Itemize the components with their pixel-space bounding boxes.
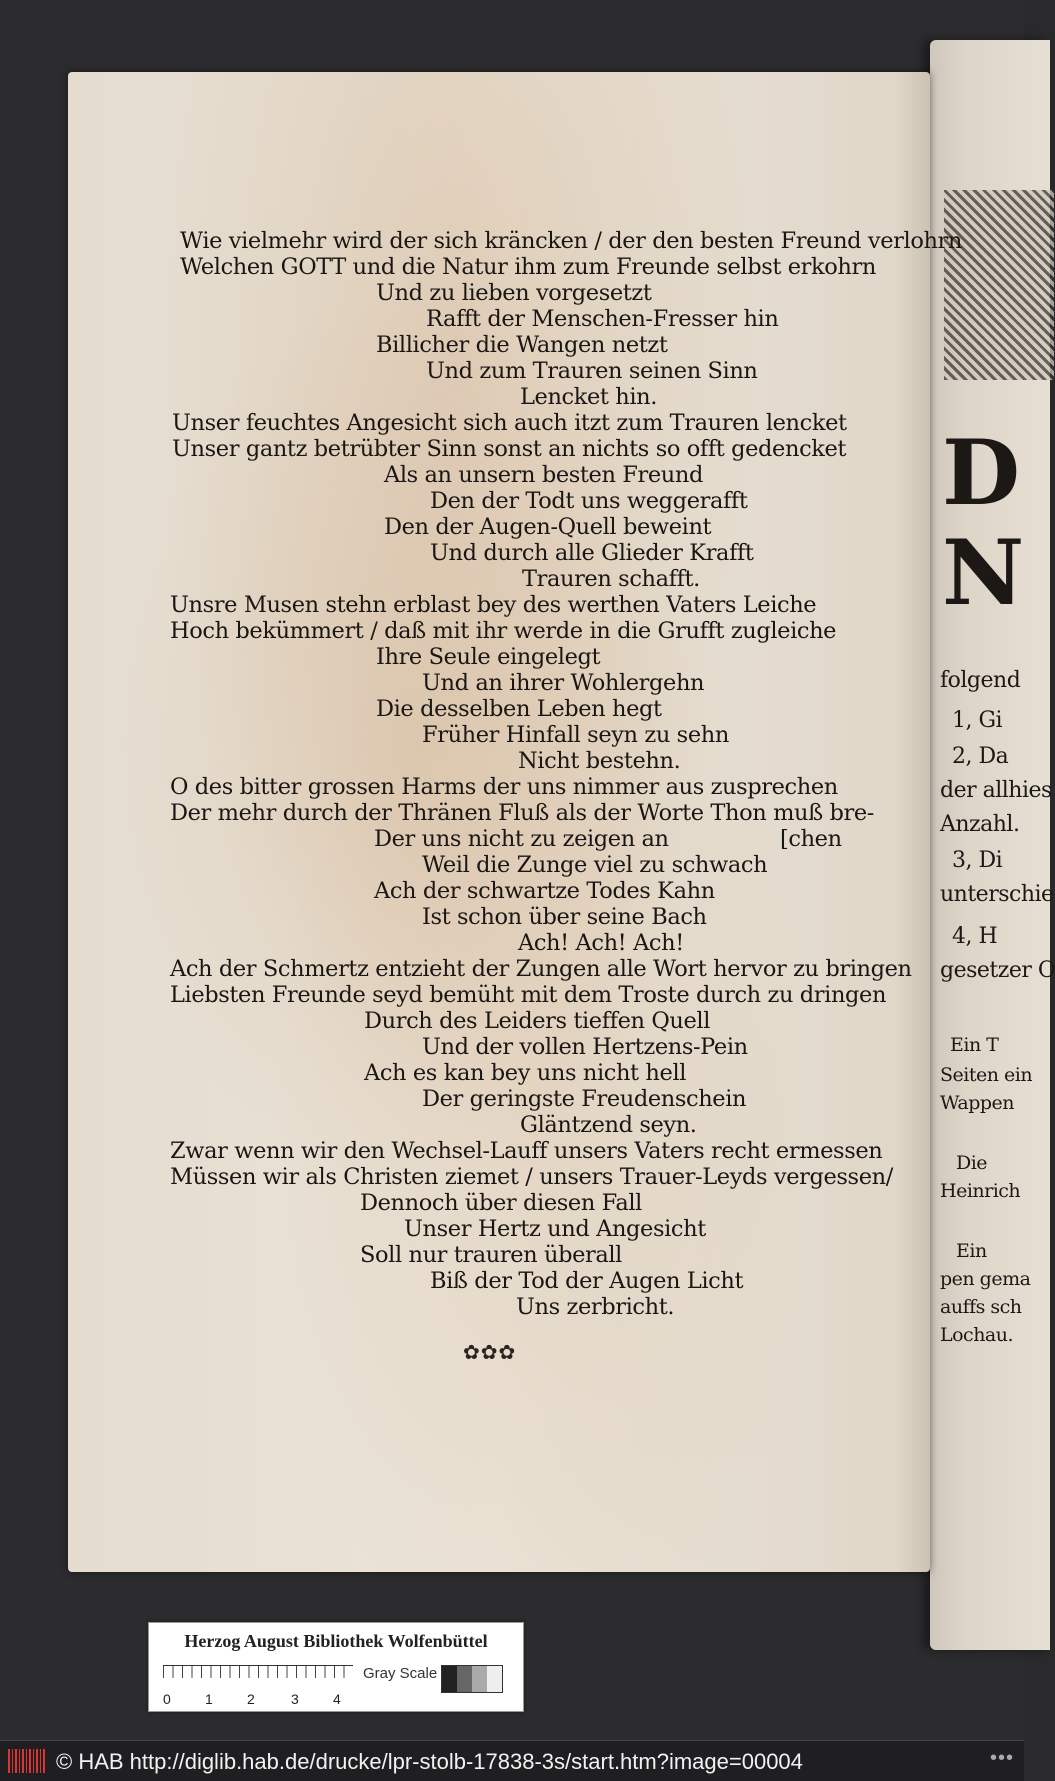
- color-scale-card: [148, 1622, 524, 1712]
- ruler-number: 4: [333, 1691, 341, 1707]
- facing-text-line: der allhies: [940, 778, 1052, 803]
- poem-line: Hoch bekümmert / daß mit ihr werde in die Grufft zugleiche: [170, 618, 837, 644]
- ruler-number: 2: [247, 1691, 255, 1707]
- poem-line: Lencket hin.: [520, 384, 658, 410]
- poem-line: Gläntzend seyn.: [520, 1112, 697, 1138]
- poem-line: Früher Hinfall seyn zu sehn: [422, 722, 729, 748]
- poem-line: Uns zerbricht.: [516, 1294, 675, 1320]
- facing-text-line: Die: [956, 1152, 988, 1174]
- poem-line: Und der vollen Hertzens-Pein: [422, 1034, 748, 1060]
- facing-text-line: pen gema: [940, 1268, 1031, 1290]
- ruler-number: 0: [163, 1691, 171, 1707]
- poem-line: Die desselben Leben hegt: [376, 696, 662, 722]
- status-bar: [0, 1740, 1024, 1781]
- gray-swatch: [442, 1666, 457, 1692]
- poem-line: Ist schon über seine Bach: [422, 904, 707, 930]
- facing-page: [930, 40, 1055, 1650]
- gray-scale-label: Gray Scale: [363, 1665, 438, 1682]
- poem-line: Den der Augen-Quell beweint: [384, 514, 712, 540]
- poem-line: Unser gantz betrübter Sinn sonst an nichts so offt gedencket: [172, 436, 847, 462]
- poem-line: Biß der Tod der Augen Licht: [430, 1268, 744, 1294]
- poem-line: [chen: [780, 826, 842, 852]
- poem-line: Unser feuchtes Angesicht sich auch itzt zum Trauren lencket: [172, 410, 847, 436]
- poem-line: Der geringste Freudenschein: [422, 1086, 747, 1112]
- poem-line: Und zu lieben vorgesetzt: [376, 280, 652, 306]
- facing-text-line: Wappen: [940, 1092, 1015, 1114]
- poem-line: Zwar wenn wir den Wechsel-Lauff unsers Vaters recht ermessen: [170, 1138, 883, 1164]
- poem-line: Ach! Ach! Ach!: [518, 930, 684, 956]
- poem-line: Unser Hertz und Angesicht: [404, 1216, 706, 1242]
- facing-text-line: 4, H: [952, 924, 998, 949]
- scanned-page: [68, 72, 962, 1572]
- facing-text-line: 2, Da: [952, 744, 1009, 769]
- poem-line: Müssen wir als Christen ziemet / unsers Trauer-Leyds vergessen/: [170, 1164, 893, 1190]
- gray-swatch: [472, 1666, 487, 1692]
- facing-text-line: auffs sch: [940, 1296, 1022, 1318]
- poem-line: Nicht bestehn.: [518, 748, 681, 774]
- poem-line: Und an ihrer Wohlergehn: [422, 670, 705, 696]
- poem-line: Ihre Seule eingelegt: [376, 644, 601, 670]
- ruler-number: 1: [205, 1691, 213, 1707]
- poem-line: Den der Todt uns weggerafft: [430, 488, 748, 514]
- barcode-icon: [8, 1749, 46, 1773]
- poem-line: Als an unsern besten Freund: [384, 462, 703, 488]
- poem-line: Wie vielmehr wird der sich kräncken / der den besten Freund verlohrn: [180, 228, 962, 254]
- poem-line: Welchen GOTT und die Natur ihm zum Freunde selbst erkohrn: [180, 254, 876, 280]
- poem-line: Rafft der Menschen-Fresser hin: [426, 306, 779, 332]
- poem-line: Weil die Zunge viel zu schwach: [422, 852, 768, 878]
- copyright-url[interactable]: © HAB http://diglib.hab.de/drucke/lpr-stolb-17838-3s/start.htm?image=00004: [56, 1749, 803, 1774]
- poem-line: Durch des Leiders tieffen Quell: [364, 1008, 710, 1034]
- facing-text-line: 1, Gi: [952, 708, 1003, 733]
- facing-page-ornament: [944, 190, 1054, 380]
- poem-line: Trauren schafft.: [522, 566, 700, 592]
- poem-line: Soll nur trauren überall: [360, 1242, 622, 1268]
- poem-line: Liebsten Freunde seyd bemüht mit dem Troste durch zu dringen: [170, 982, 887, 1008]
- facing-text-line: folgend: [940, 668, 1021, 693]
- end-ornament: ✿✿✿: [463, 1340, 517, 1364]
- facing-text-line: Heinrich: [940, 1180, 1021, 1202]
- facing-initial: D: [942, 420, 1020, 526]
- library-name: Herzog August Bibliothek Wolfenbüttel: [184, 1631, 488, 1651]
- poem-line: O des bitter grossen Harms der uns nimmer aus zusprechen: [170, 774, 838, 800]
- gray-swatch: [457, 1666, 472, 1692]
- facing-text-line: 3, Di: [952, 848, 1003, 873]
- gray-swatch: [487, 1666, 502, 1692]
- poem-line: Billicher die Wangen netzt: [376, 332, 668, 358]
- poem-line: Und zum Trauren seinen Sinn: [426, 358, 758, 384]
- poem-line: Ach der schwartze Todes Kahn: [374, 878, 715, 904]
- facing-text-line: Seiten ein: [940, 1064, 1033, 1086]
- poem-line: Ach es kan bey uns nicht hell: [364, 1060, 687, 1086]
- facing-text-line: gesetzer O: [940, 958, 1055, 983]
- facing-text-line: Ein T: [950, 1034, 999, 1056]
- ruler-number: 3: [291, 1691, 299, 1707]
- ruler: [163, 1665, 353, 1688]
- poem-line: Dennoch über diesen Fall: [360, 1190, 642, 1216]
- facing-text-line: Ein: [956, 1240, 987, 1262]
- facing-text-line: Anzahl.: [940, 812, 1020, 837]
- poem-line: Der uns nicht zu zeigen an: [374, 826, 669, 852]
- poem-line: Der mehr durch der Thränen Fluß als der Worte Thon muß bre-: [170, 800, 874, 826]
- more-options-icon[interactable]: •••: [989, 1747, 1014, 1769]
- facing-text-line: Lochau.: [940, 1324, 1014, 1346]
- facing-text-line: unterschie: [940, 882, 1054, 907]
- poem-line: Ach der Schmertz entzieht der Zungen alle Wort hervor zu bringen: [170, 956, 912, 982]
- poem-line: Unsre Musen stehn erblast bey des werthen Vaters Leiche: [170, 592, 817, 618]
- facing-initial: N: [942, 520, 1024, 626]
- gray-scale-swatches: [441, 1665, 503, 1693]
- poem-line: Und durch alle Glieder Krafft: [430, 540, 754, 566]
